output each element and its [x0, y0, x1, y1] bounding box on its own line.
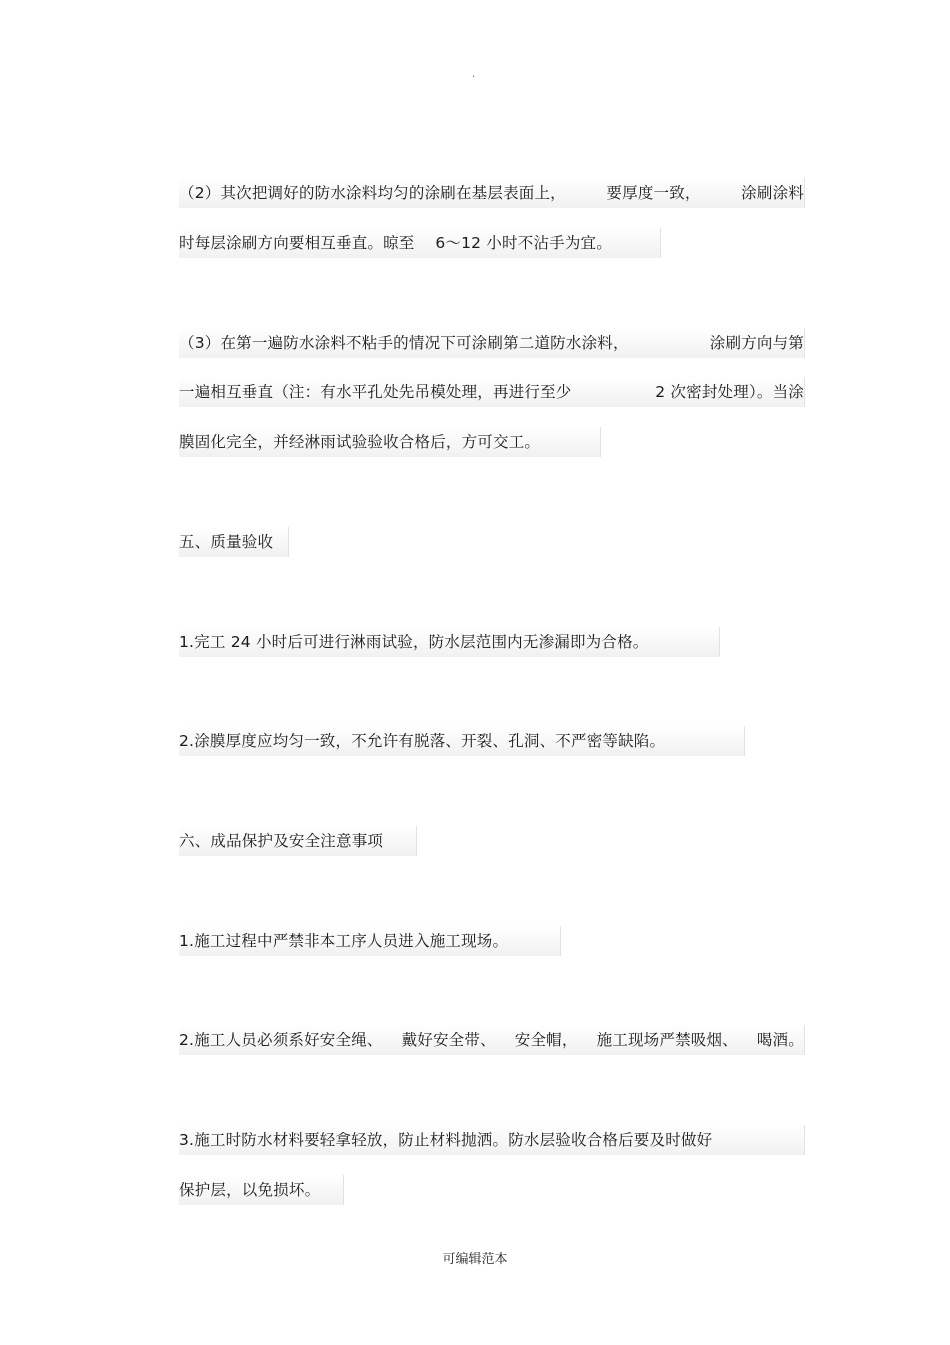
text-segment: 喝酒。: [756, 1031, 804, 1049]
text-segment: 2 次密封处理）。当涂: [655, 383, 804, 401]
paragraph-2-line-2: 时每层涂刷方向要相互垂直。晾至 6～12 小时不沾手为宜。: [179, 228, 661, 258]
section-5-heading: 五、质量验收: [179, 527, 289, 557]
section-6-item-1: 1.施工过程中严禁非本工序人员进入施工现场。: [179, 926, 561, 956]
text-segment: 涂刷涂料: [741, 184, 804, 202]
text-segment: （3）在第一遍防水涂料不粘手的情况下可涂刷第二道防水涂料，: [179, 334, 629, 352]
text-segment: 涂刷方向与第: [709, 334, 804, 352]
section-6-heading: 六、成品保护及安全注意事项: [179, 826, 417, 856]
text-segment: 戴好安全带、: [401, 1031, 496, 1049]
section-5-item-1: 1.完工 24 小时后可进行淋雨试验，防水层范围内无渗漏即为合格。: [179, 627, 720, 657]
section-6-item-2: [179, 1025, 805, 1055]
header-mark: ·: [472, 72, 476, 83]
text-segment: 一遍相互垂直（注：有水平孔处先吊模处理，再进行至少: [179, 383, 572, 401]
paragraph-3-line-3: 膜固化完全，并经淋雨试验验收合格后，方可交工。: [179, 427, 601, 457]
text-segment: 2.施工人员必须系好安全绳、: [179, 1031, 383, 1049]
section-6-item-3-line-2: 保护层，以免损坏。: [179, 1175, 344, 1205]
text-segment: 安全帽，: [514, 1031, 578, 1049]
paragraph-2-line-1: [179, 178, 805, 208]
text-segment: 要厚度一致，: [606, 184, 701, 202]
paragraph-3-line-2: [179, 377, 805, 407]
text-segment: 施工现场严禁吸烟、: [596, 1031, 738, 1049]
section-5-item-2: 2.涂膜厚度应均匀一致，不允许有脱落、开裂、孔洞、不严密等缺陷。: [179, 726, 745, 756]
paragraph-3-line-1: [179, 328, 805, 358]
section-6-item-3-line-1: 3.施工时防水材料要轻拿轻放，防止材料抛洒。防水层验收合格后要及时做好: [179, 1125, 805, 1155]
text-segment: （2）其次把调好的防水涂料均匀的涂刷在基层表面上，: [179, 184, 566, 202]
page-footer: 可编辑范本: [442, 1252, 508, 1267]
